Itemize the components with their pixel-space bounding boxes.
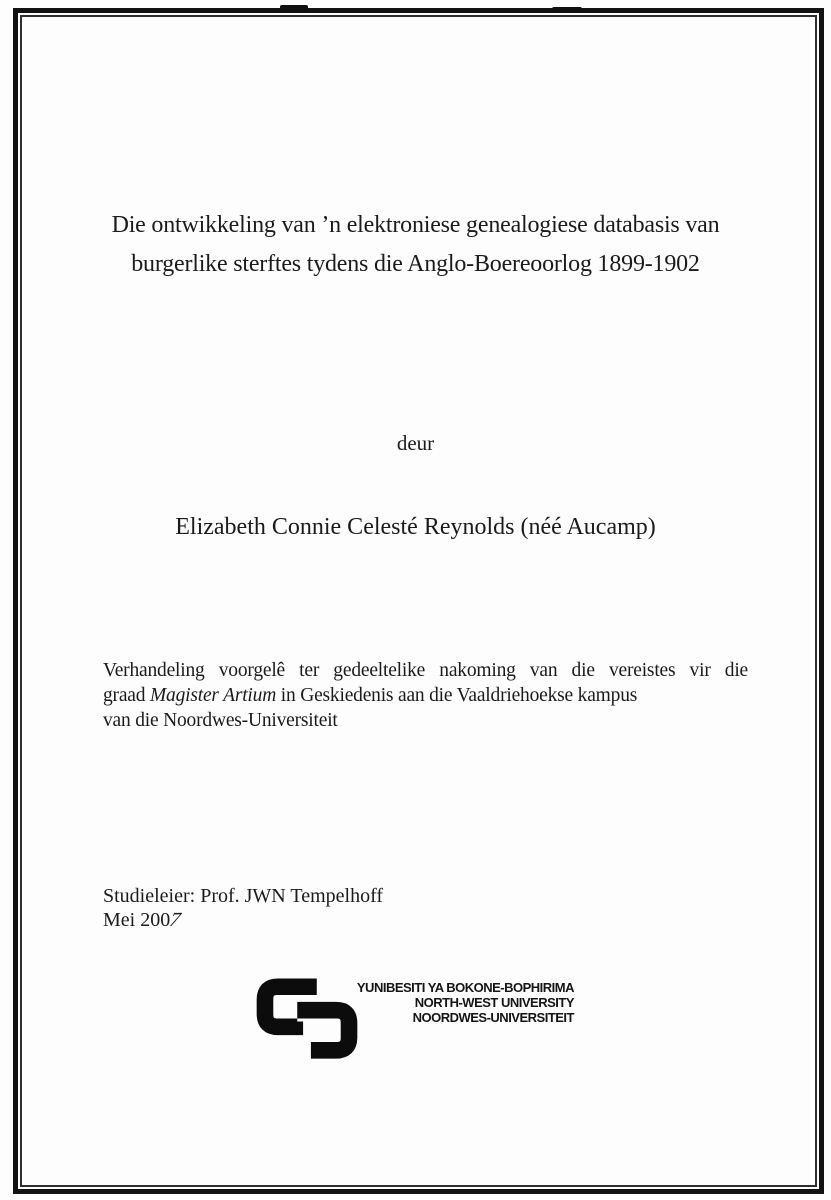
degree-statement-line3: van die Noordwes-Universiteit	[103, 710, 338, 731]
date-line	[103, 908, 383, 932]
university-logo-text	[300, 980, 574, 1025]
scan-artifact	[552, 7, 582, 11]
date-last-digit: 7	[167, 909, 183, 931]
supervisor-line: Studieleier: Prof. JWN Tempelhoff	[103, 885, 384, 907]
byline: deur	[396, 431, 435, 455]
supervisor-block	[103, 884, 383, 932]
date-prefix: Mei 200	[103, 909, 171, 931]
scan-artifact	[280, 5, 308, 11]
degree-name: Magister Artium	[149, 685, 277, 706]
author-name: Elizabeth Connie Celesté Reynolds (néé Aucamp)	[175, 514, 656, 540]
degree-statement-line2-post: in Geskiedenis aan die Vaaldriehoekse kampus	[276, 685, 638, 706]
thesis-title-line1: Die ontwikkeling van ’n elektroniese genealogiese databasis van	[111, 212, 720, 238]
logo-text-english: NORTH-WEST UNIVERSITY	[414, 995, 574, 1010]
degree-statement-line2	[103, 683, 748, 708]
thesis-title	[60, 206, 771, 284]
logo-text-afrikaans: NOORDWES-UNIVERSITEIT	[412, 1010, 574, 1025]
degree-statement-line1: Verhandeling voorgelê ter gedeeltelike nakoming van die vereistes vir die	[103, 660, 748, 681]
degree-statement	[103, 658, 748, 733]
logo-text-setswana: YUNIBESITI YA BOKONE-BOPHIRIMA	[356, 980, 574, 995]
thesis-title-line2: burgerlike sterftes tydens die Anglo-Boereoorlog 1899-1902	[131, 251, 700, 277]
degree-statement-line2-pre: graad	[103, 685, 150, 706]
